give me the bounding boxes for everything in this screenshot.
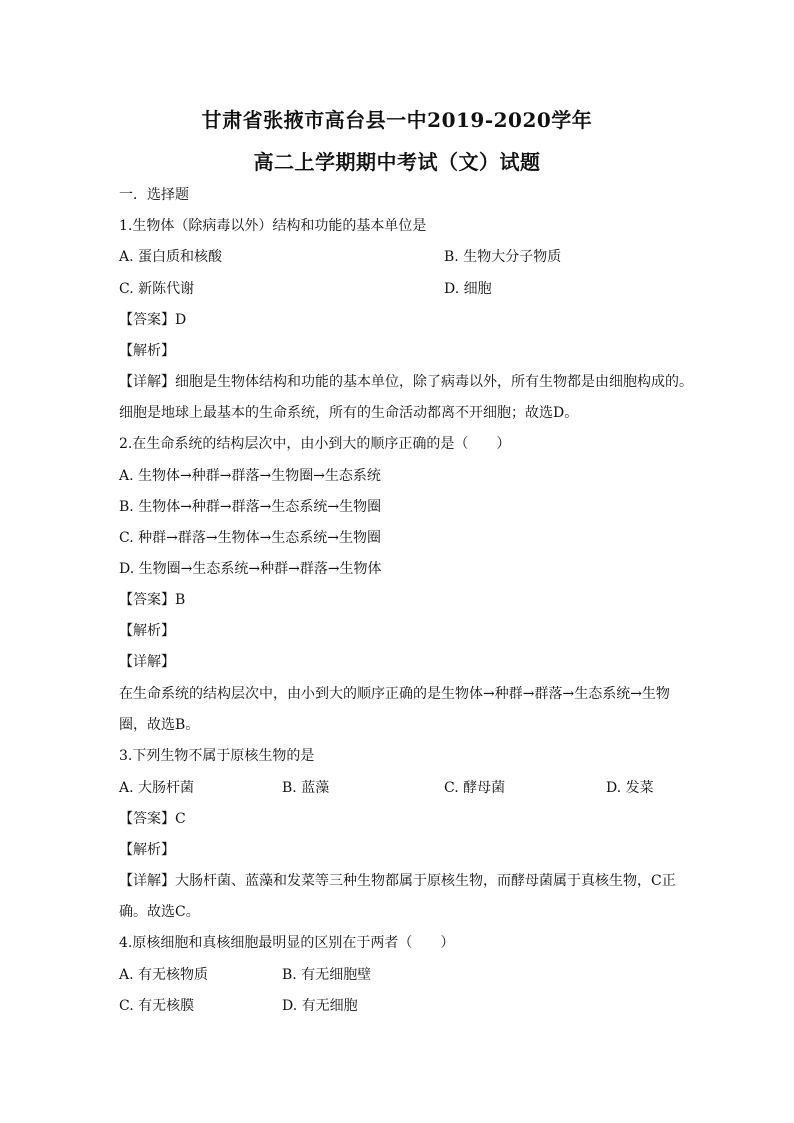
question-3-option-b: B. 蓝藻 bbox=[282, 780, 330, 796]
question-1-option-c: C. 新陈代谢 bbox=[119, 281, 195, 297]
question-1-stem: 1.生物体（除病毒以外）结构和功能的基本单位是 bbox=[119, 218, 427, 234]
page-title-line1: 甘肃省张掖市高台县一中2019-2020学年 bbox=[201, 108, 593, 132]
question-1-analysis-label: 【解析】 bbox=[119, 343, 175, 359]
question-3-analysis-label: 【解析】 bbox=[119, 842, 175, 858]
question-3-stem: 3.下列生物不属于原核生物的是 bbox=[119, 748, 315, 764]
question-4-option-a: A. 有无核物质 bbox=[119, 967, 209, 983]
question-3-option-c: C. 酵母菌 bbox=[444, 780, 506, 796]
question-1-answer: 【答案】D bbox=[119, 312, 187, 328]
question-1-detail-line2: 细胞是地球上最基本的生命系统，所有的生命活动都离不开细胞；故选D。 bbox=[119, 405, 579, 421]
question-2-detail-line2: 圈，故选B。 bbox=[119, 717, 200, 733]
section-heading: 一．选择题 bbox=[119, 187, 189, 203]
question-1-option-b: B. 生物大分子物质 bbox=[444, 249, 562, 265]
question-4-option-c: C. 有无核膜 bbox=[119, 998, 195, 1014]
page-title-line2: 高二上学期期中考试（文）试题 bbox=[253, 150, 541, 174]
question-2-detail-label: 【详解】 bbox=[119, 654, 175, 670]
question-1-detail-line1: 【详解】细胞是生物体结构和功能的基本单位，除了病毒以外，所有生物都是由细胞构成的。 bbox=[119, 374, 693, 390]
question-2-answer: 【答案】B bbox=[119, 592, 186, 608]
question-3-detail-line2: 确。故选C。 bbox=[119, 904, 200, 920]
question-1-option-d: D. 细胞 bbox=[444, 281, 492, 297]
question-4-option-b: B. 有无细胞壁 bbox=[282, 967, 372, 983]
question-2-option-b: B. 生物体→种群→群落→生态系统→生物圈 bbox=[119, 499, 382, 515]
question-2-option-d: D. 生物圈→生态系统→种群→群落→生物体 bbox=[119, 561, 382, 577]
question-2-analysis-label: 【解析】 bbox=[119, 623, 175, 639]
question-1-option-a: A. 蛋白质和核酸 bbox=[119, 249, 223, 265]
question-3-option-a: A. 大肠杆菌 bbox=[119, 780, 195, 796]
question-3-option-d: D. 发菜 bbox=[606, 780, 654, 796]
question-3-answer: 【答案】C bbox=[119, 811, 186, 827]
question-3-detail-line1: 【详解】大肠杆菌、蓝藻和发菜等三种生物都属于原核生物，而酵母菌属于真核生物，C正 bbox=[119, 873, 676, 889]
question-2-option-a: A. 生物体→种群→群落→生物圈→生态系统 bbox=[119, 468, 381, 484]
question-4-option-d: D. 有无细胞 bbox=[282, 998, 358, 1014]
question-2-detail-line1: 在生命系统的结构层次中，由小到大的顺序正确的是生物体→种群→群落→生态系统→生物 bbox=[119, 686, 670, 702]
question-4-stem: 4.原核细胞和真核细胞最明显的区别在于两者（ ） bbox=[119, 935, 455, 951]
question-2-option-c: C. 种群→群落→生物体→生态系统→生物圈 bbox=[119, 530, 382, 546]
question-2-stem: 2.在生命系统的结构层次中，由小到大的顺序正确的是（ ） bbox=[119, 436, 511, 452]
